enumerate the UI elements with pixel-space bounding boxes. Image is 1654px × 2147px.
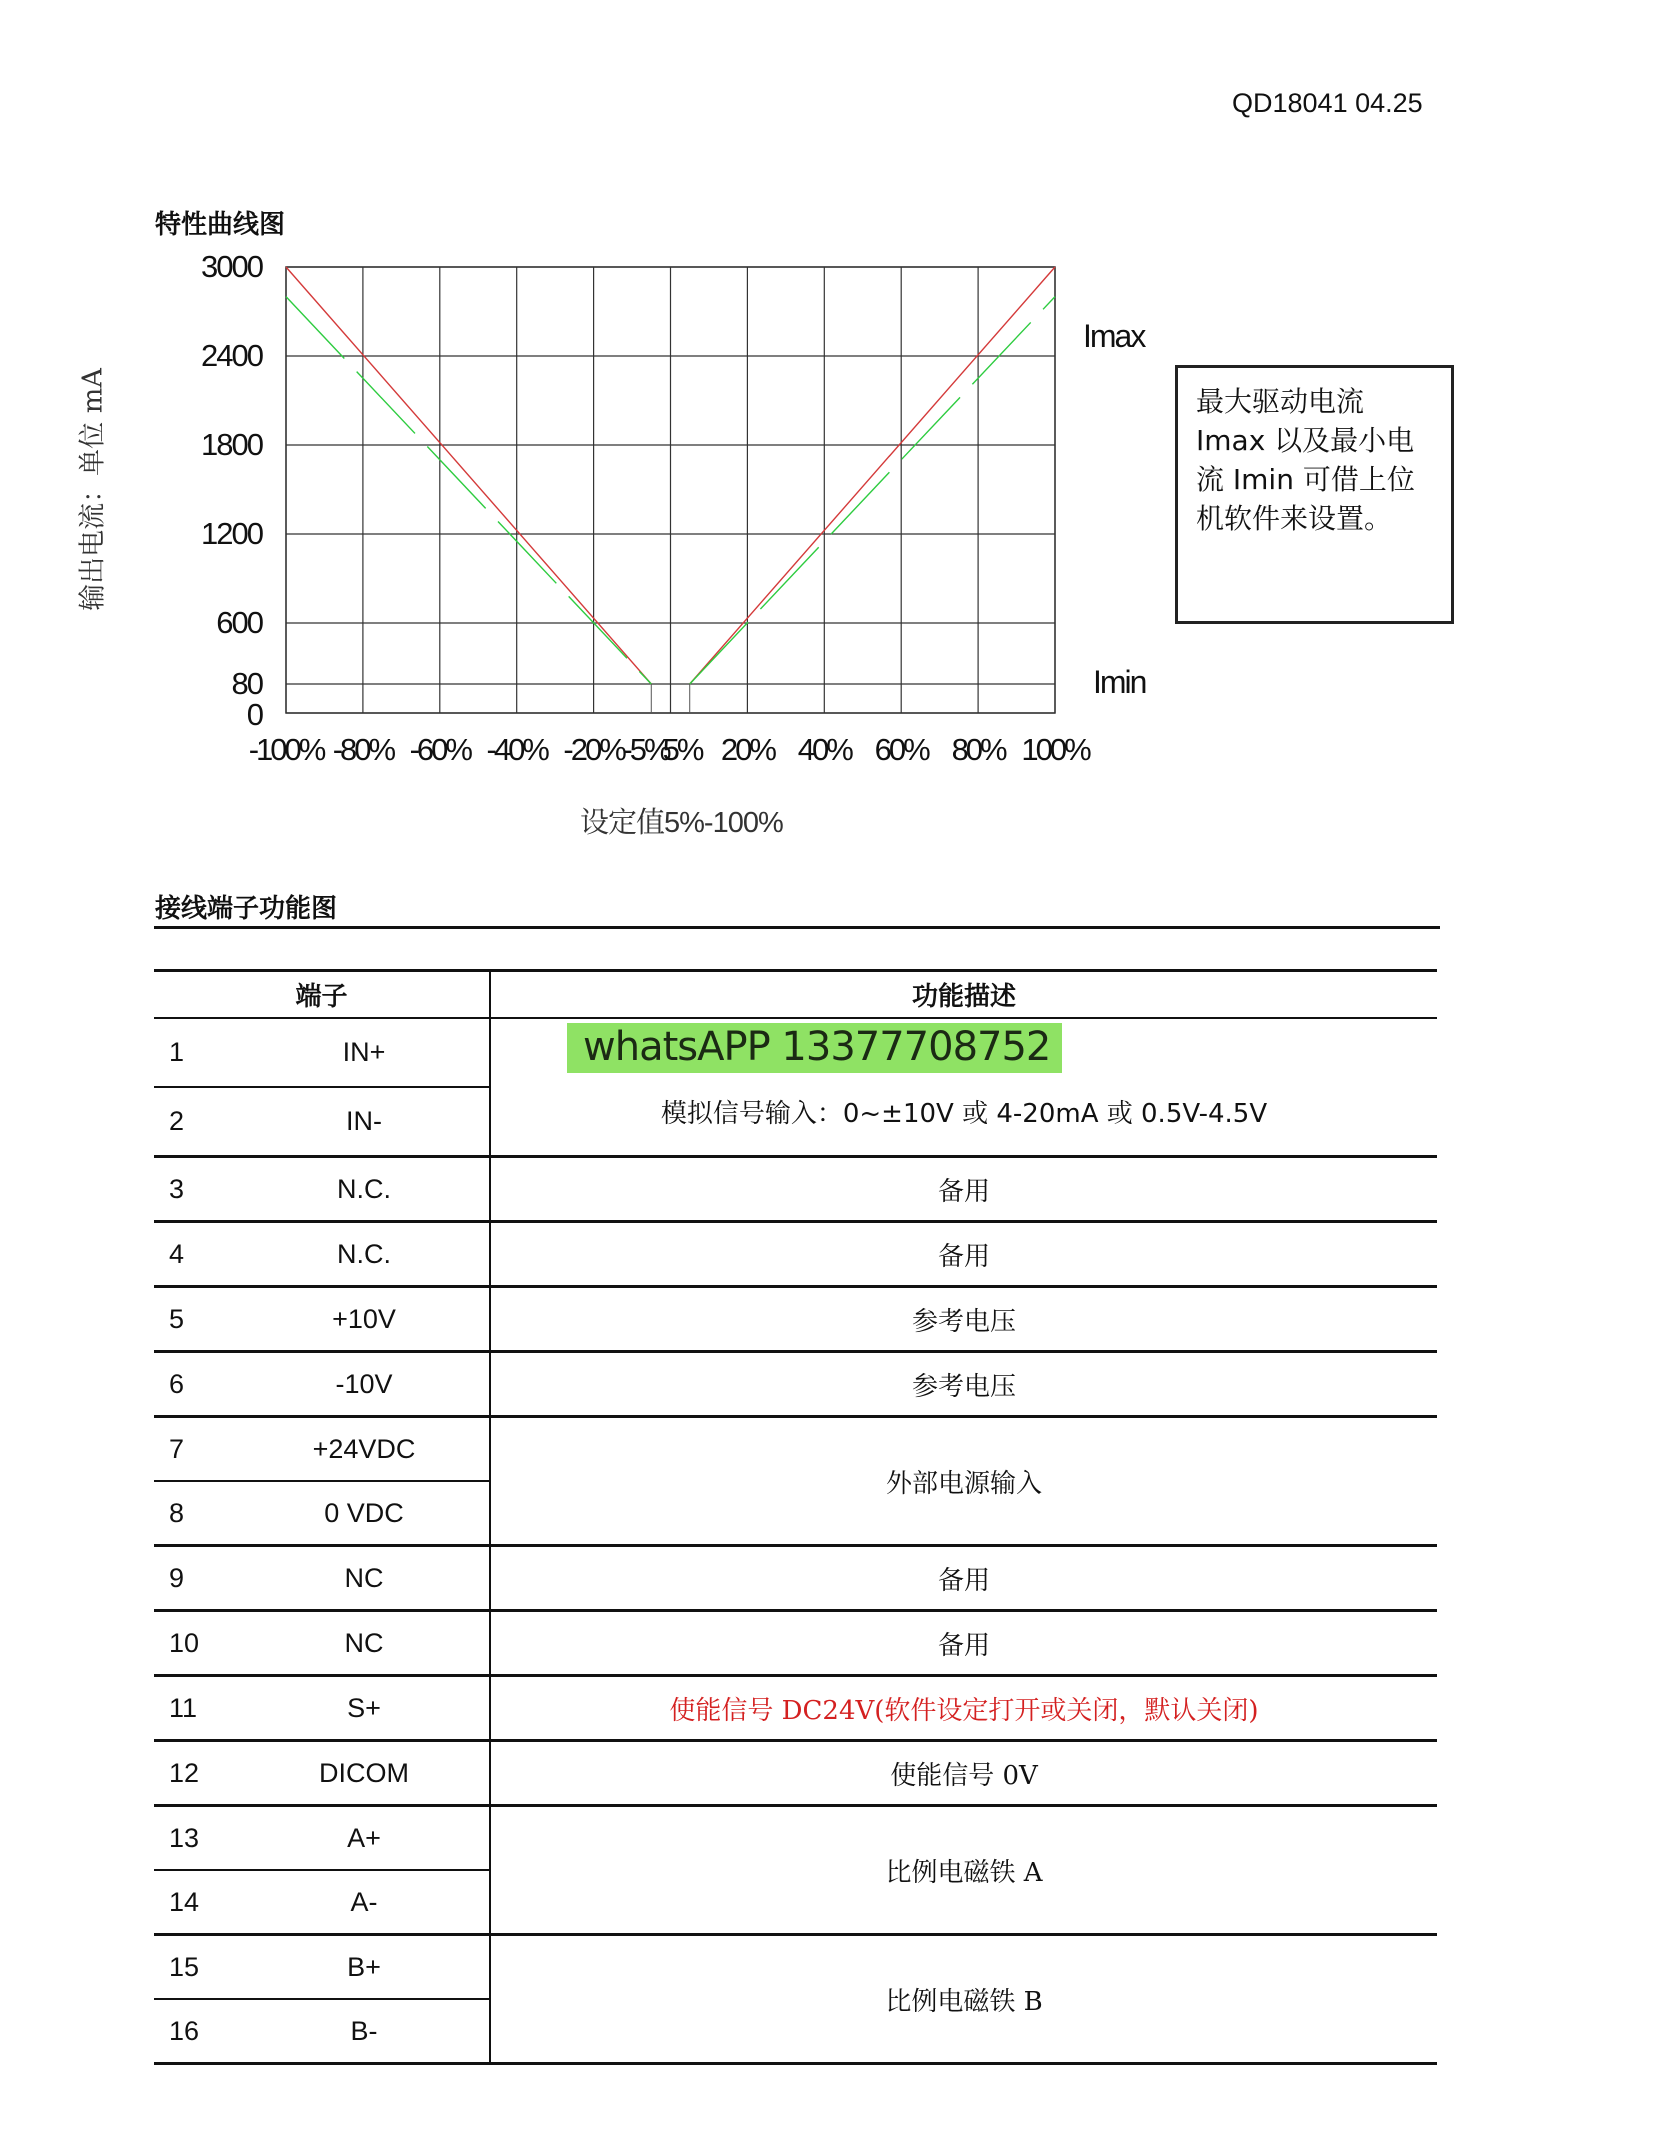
imin-label: Imin: [1093, 664, 1146, 700]
y-tick-label: 1200: [201, 516, 262, 551]
terminal-table: [154, 969, 1437, 2065]
series-line: [690, 267, 1055, 684]
chart-y-axis-label: 输出电流：单位 mA: [77, 368, 109, 611]
terminal-name: +24VDC: [239, 1417, 490, 1482]
terminal-name: A-: [239, 1870, 490, 1935]
x-tick-label: -100%: [248, 732, 324, 767]
terminal-function: [490, 1611, 1437, 1676]
function-text: 比例电磁铁 A: [885, 1857, 1043, 1888]
table-row: [154, 1806, 1437, 1871]
header-terminal: 端子: [154, 971, 490, 1019]
table-row: [154, 1611, 1437, 1676]
terminal-number: 9: [154, 1546, 239, 1611]
function-text: 使能信号 DC24V(软件设定打开或关闭，默认关闭): [669, 1695, 1259, 1726]
terminal-number: 5: [154, 1287, 239, 1352]
terminal-number: 6: [154, 1352, 239, 1417]
terminal-name: IN+: [239, 1018, 490, 1087]
header-function: 功能描述: [490, 971, 1437, 1019]
table-row: [154, 1287, 1437, 1352]
function-text: 备用: [937, 1565, 990, 1596]
terminal-function: [490, 1806, 1437, 1935]
x-tick-label: -20%: [563, 732, 624, 767]
terminal-name: N.C.: [239, 1157, 490, 1222]
watermark-overlay: whatsAPP 13377708752: [567, 1023, 1062, 1073]
table-row: [154, 1157, 1437, 1222]
imax-label: Imax: [1083, 318, 1145, 354]
terminal-name: IN-: [239, 1087, 490, 1157]
terminal-function: [490, 1935, 1437, 2064]
terminal-function: [490, 1018, 1437, 1157]
terminal-name: 0 VDC: [239, 1481, 490, 1546]
function-text: 模拟信号输入：0~±10V 或 4-20mA 或 0.5V-4.5V: [660, 1099, 1268, 1129]
x-tick-label: -5%: [622, 732, 669, 767]
series-line: [690, 297, 1055, 684]
section-divider: [154, 926, 1440, 929]
x-tick-label: 100%: [1021, 732, 1089, 767]
function-text: 备用: [937, 1176, 990, 1207]
document-code: QD18041 04.25: [1232, 88, 1423, 118]
function-text: 参考电压: [911, 1371, 1016, 1402]
y-tick-label: 2400: [201, 338, 262, 373]
terminal-number: 13: [154, 1806, 239, 1871]
terminal-number: 16: [154, 1999, 239, 2064]
terminal-name: -10V: [239, 1352, 490, 1417]
x-tick-label: 20%: [720, 732, 774, 767]
terminal-function: [490, 1676, 1437, 1741]
terminal-number: 11: [154, 1676, 239, 1741]
x-tick-label: -40%: [486, 732, 547, 767]
terminal-number: 4: [154, 1222, 239, 1287]
terminal-name: S+: [239, 1676, 490, 1741]
terminal-section-title: 接线端子功能图: [155, 894, 338, 924]
x-tick-label: 5%: [662, 732, 702, 767]
terminal-function: [490, 1352, 1437, 1417]
y-tick-label: 600: [216, 605, 262, 640]
table-row: [154, 1018, 1437, 1087]
x-tick-label: 80%: [951, 732, 1005, 767]
terminal-number: 10: [154, 1611, 239, 1676]
terminal-number: 3: [154, 1157, 239, 1222]
terminal-name: NC: [239, 1546, 490, 1611]
table-row: [154, 1352, 1437, 1417]
table-row: [154, 1741, 1437, 1806]
terminal-number: 7: [154, 1417, 239, 1482]
table-row: [154, 1546, 1437, 1611]
series-line: [286, 267, 651, 684]
x-tick-label: 40%: [797, 732, 851, 767]
terminal-number: 1: [154, 1018, 239, 1087]
note-box: 最大驱动电流 Imax 以及最小电流 Imin 可借上位机软件来设置。: [1175, 365, 1454, 624]
terminal-number: 12: [154, 1741, 239, 1806]
terminal-function: [490, 1157, 1437, 1222]
function-text: 外部电源输入: [885, 1468, 1042, 1499]
y-tick-label: 80: [231, 666, 262, 701]
function-text: 备用: [937, 1241, 990, 1272]
function-text: 参考电压: [911, 1306, 1016, 1337]
terminal-function: [490, 1222, 1437, 1287]
table-row: [154, 1222, 1437, 1287]
y-tick-label: 0: [246, 697, 262, 732]
terminal-function: [490, 1741, 1437, 1806]
chart-section-title: 特性曲线图: [155, 210, 286, 240]
x-tick-label: -80%: [332, 732, 394, 767]
table-row: [154, 1935, 1437, 2000]
x-tick-label: 60%: [874, 732, 928, 767]
terminal-name: +10V: [239, 1287, 490, 1352]
terminal-number: 14: [154, 1870, 239, 1935]
table-row: [154, 1676, 1437, 1741]
terminal-function: [490, 1287, 1437, 1352]
function-text: 备用: [937, 1630, 990, 1661]
terminal-name: N.C.: [239, 1222, 490, 1287]
y-tick-label: 1800: [201, 427, 262, 462]
terminal-number: 15: [154, 1935, 239, 2000]
terminal-number: 2: [154, 1087, 239, 1157]
series-line: [286, 297, 651, 684]
terminal-number: 8: [154, 1481, 239, 1546]
chart-x-axis-label: 设定值5%-100%: [580, 807, 783, 839]
y-tick-label: 3000: [201, 249, 262, 284]
x-tick-label: -60%: [409, 732, 470, 767]
terminal-name: A+: [239, 1806, 490, 1871]
function-text: 比例电磁铁 B: [885, 1986, 1043, 2017]
terminal-name: DICOM: [239, 1741, 490, 1806]
terminal-name: B-: [239, 1999, 490, 2064]
function-text: 使能信号 0V: [890, 1760, 1038, 1791]
terminal-function: [490, 1546, 1437, 1611]
terminal-name: NC: [239, 1611, 490, 1676]
table-row: [154, 1417, 1437, 1482]
terminal-function: [490, 1417, 1437, 1546]
table-header-row: [154, 971, 1437, 1019]
terminal-name: B+: [239, 1935, 490, 2000]
